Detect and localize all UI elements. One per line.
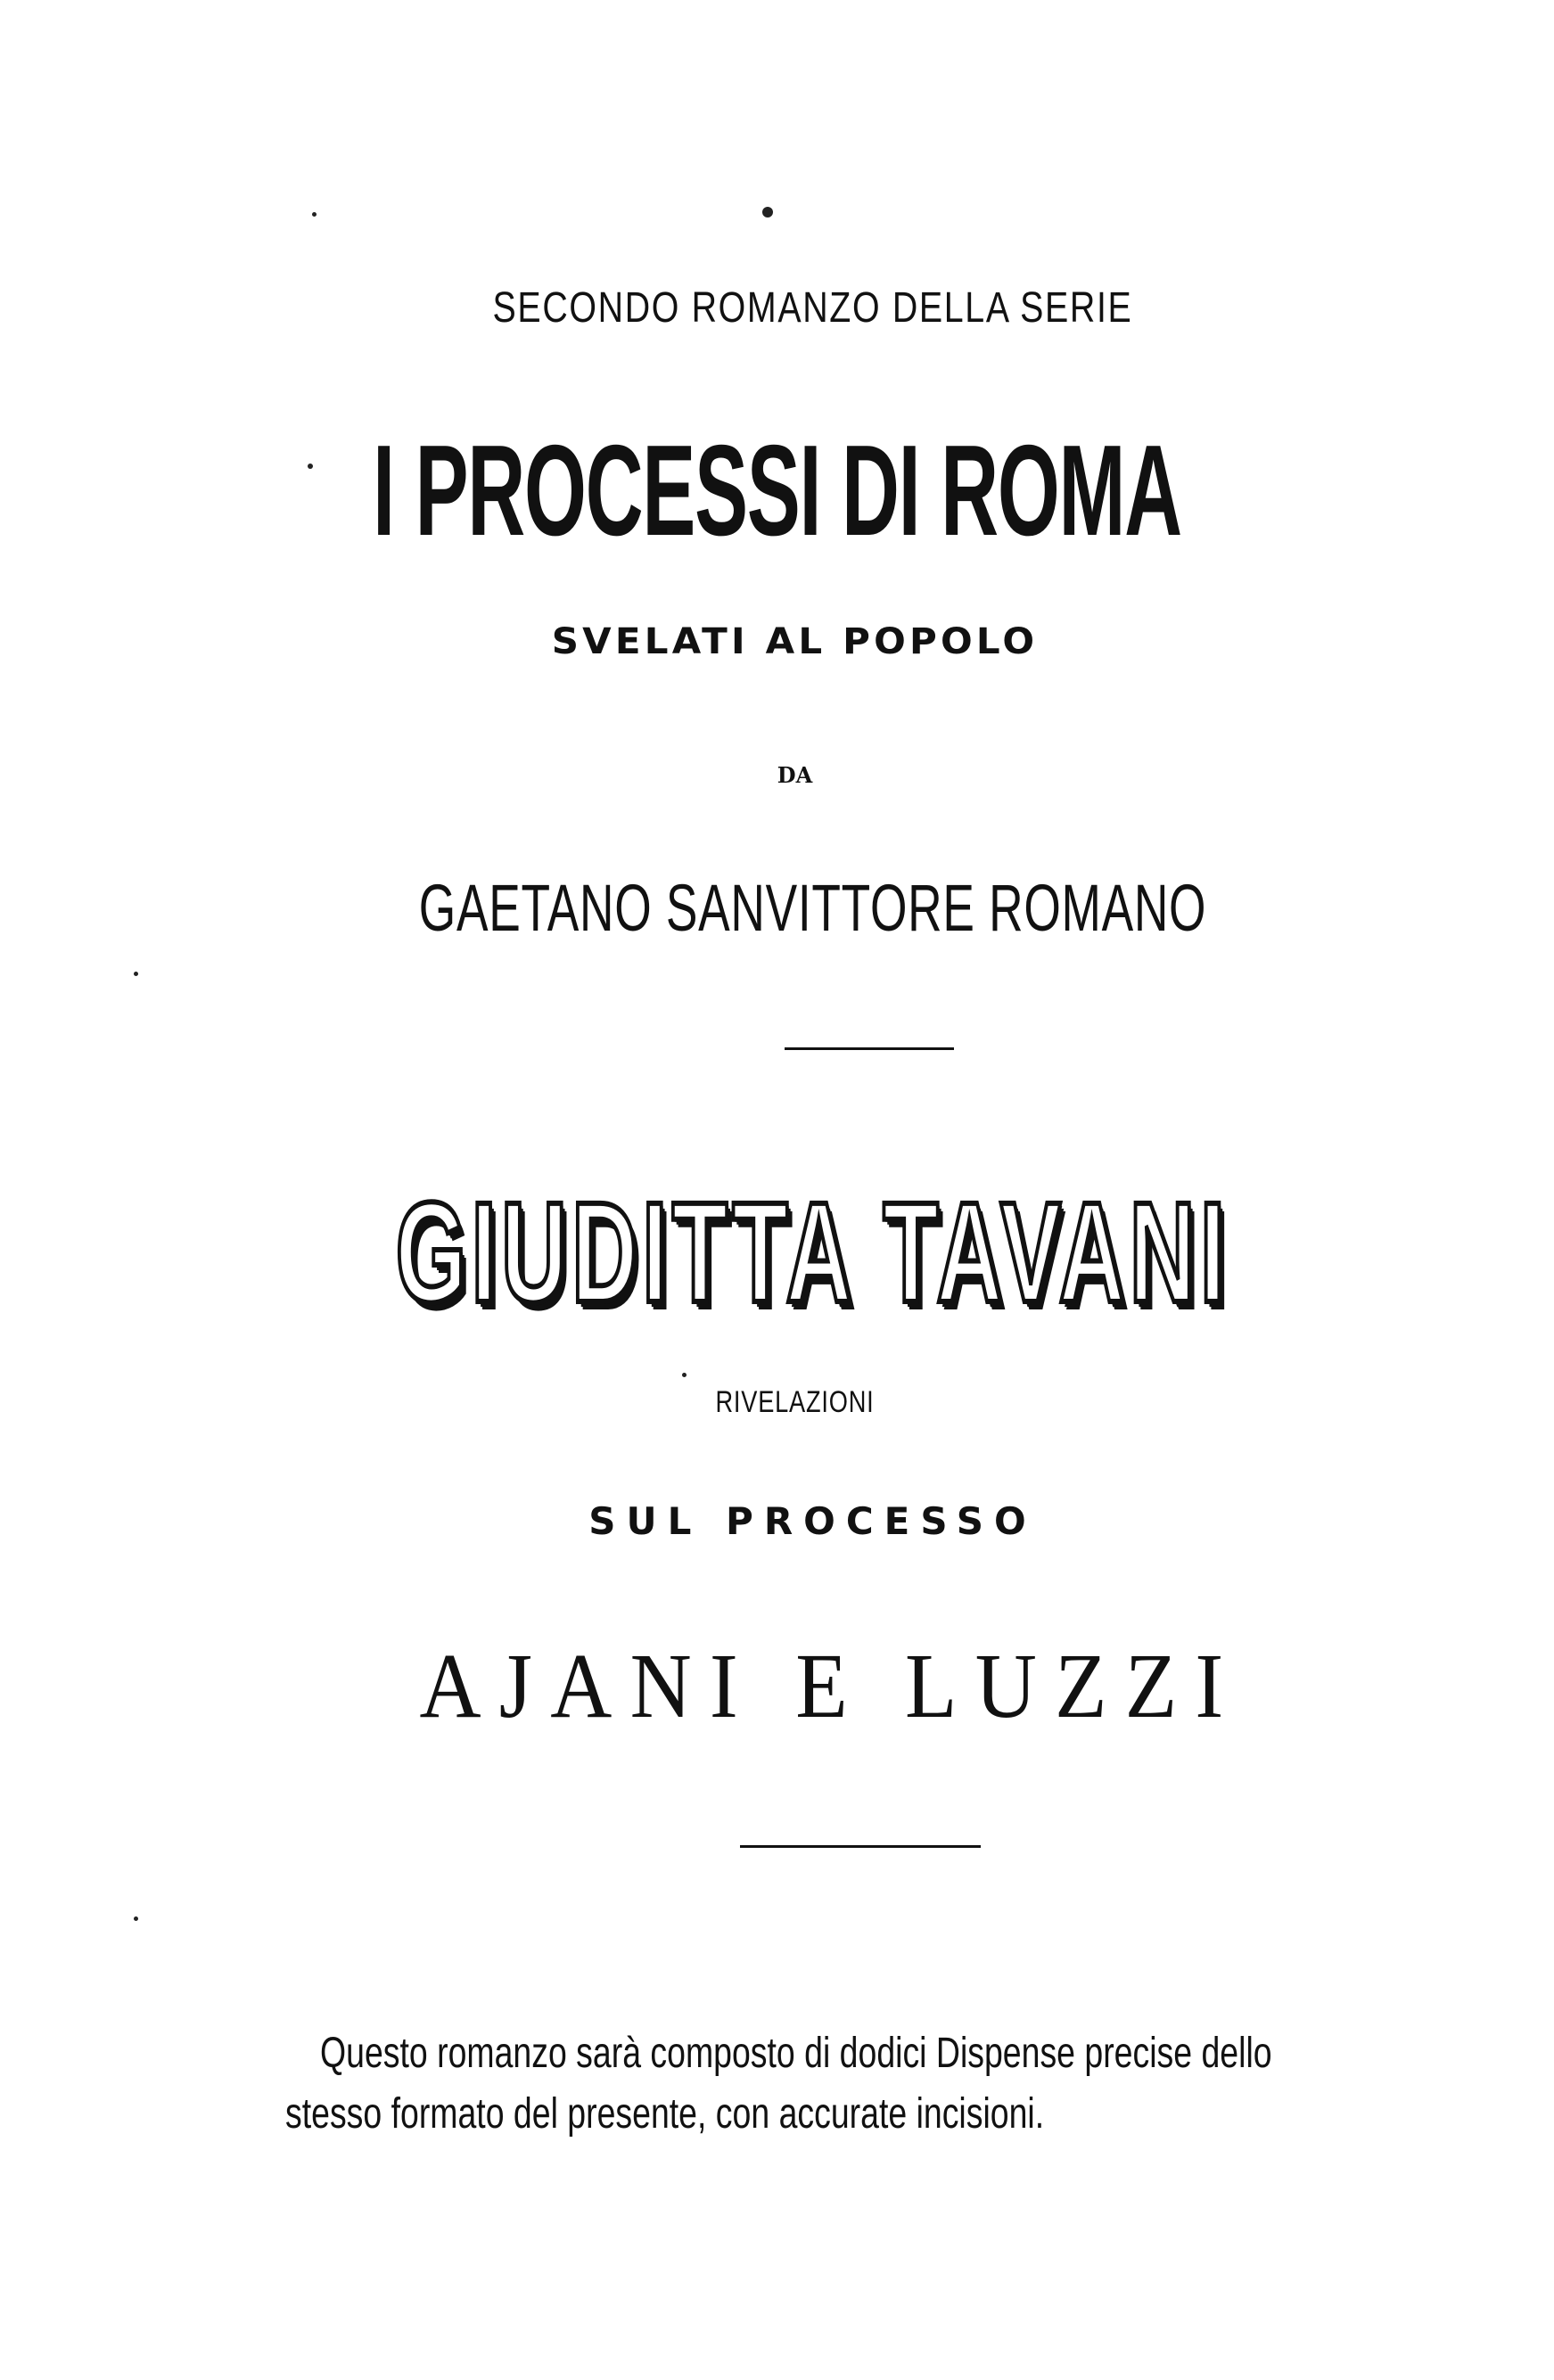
publication-notice (285, 2023, 1272, 2145)
by-line: DA (777, 762, 813, 788)
print-speck (682, 1373, 687, 1377)
case-name: AJANI E LUZZI (419, 1635, 1242, 1737)
sul-processo-label: SUL PROCESSO (588, 1499, 1037, 1543)
novel-title: GIUDITTA TAVANI (395, 1172, 1230, 1332)
print-speck (762, 207, 773, 217)
series-line: SECONDO ROMANZO DELLA SERIE (492, 284, 1133, 332)
subtitle: SVELATI AL POPOLO (551, 621, 1039, 662)
print-speck (312, 212, 317, 217)
divider-rule (785, 1047, 954, 1050)
main-title: I PROCESSI DI ROMA (373, 418, 1181, 562)
notice-line: stesso formato del presente, con accurate incisioni. (285, 2090, 1045, 2138)
rivelazioni-label: RIVELAZIONI (715, 1385, 875, 1419)
print-speck (134, 972, 138, 976)
notice-line: Questo romanzo sarà composto di dodici Dispense precise dello (320, 2030, 1272, 2077)
author-name: GAETANO SANVITTORE ROMANO (418, 871, 1207, 945)
print-speck (134, 1916, 138, 1921)
divider-rule (740, 1845, 981, 1848)
